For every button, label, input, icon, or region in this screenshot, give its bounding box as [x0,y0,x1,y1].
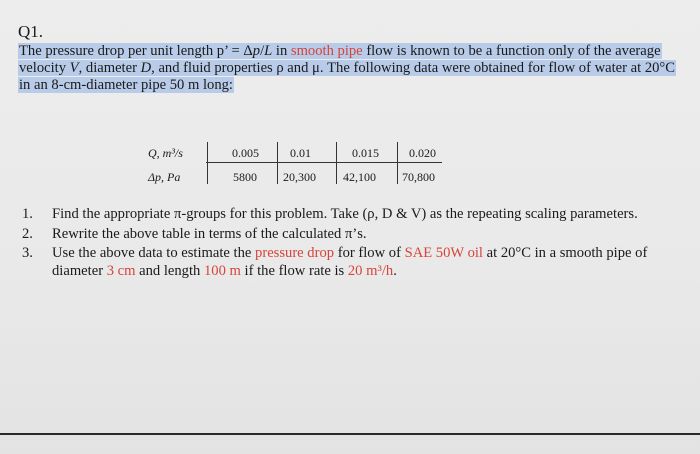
text-run: in [272,43,291,59]
text-run: , and fluid properties ρ and μ. The following data were obtained for flow of water at 20°C [151,60,676,76]
emphasis-flow-rate: 20 m³/h [347,262,394,279]
emphasis-pressure-drop: pressure drop [255,245,335,261]
symbol-D: D [140,60,152,76]
emphasis-diameter: 3 cm [106,262,136,279]
highlighted-line-3: in an 8-cm-diameter pipe 50 m long: [19,77,233,93]
emphasis-oil-type: SAE 50W oil [404,245,483,261]
task-list [22,206,682,280]
table-horizontal-rule [206,162,442,163]
text-run: for flow of [334,245,405,261]
text-run: flow is known to be a function only of the average [362,43,661,59]
highlighted-line-1 [18,43,662,59]
q-value: 0.015 [352,146,379,160]
text-run: The pressure drop per unit length p’ = Δ [19,43,253,59]
table-divider [277,142,278,184]
emphasis-length: 100 m [203,262,241,279]
highlighted-line-2 [18,60,676,76]
list-item-text: Rewrite the above table in terms of the calculated π’s. [52,225,367,242]
text-run: velocity [19,60,70,76]
dp-value: 70,800 [402,170,435,184]
list-item [22,206,682,224]
list-item [22,245,682,280]
row-label-flowrate: Q, m³/s [148,146,183,160]
symbol-L: L [264,43,273,59]
dp-value: 5800 [233,170,257,184]
text-run: / [260,43,265,59]
data-table [140,140,460,190]
text-run: at 20°C in a smooth pipe of [482,245,648,261]
text-run: if the flow rate is [240,262,348,279]
list-item [22,226,682,244]
q-value: 0.020 [409,146,436,160]
list-item-text: Find the appropriate π-groups for this problem. Take (ρ, D & V) as the repeating scaling parameters. [52,206,638,222]
list-item-number: 1. [22,206,33,222]
table-divider [336,142,337,184]
bottom-divider [0,433,700,435]
question-statement [18,43,678,94]
q-value: 0.01 [290,146,311,160]
emphasis-smooth-pipe: smooth pipe [290,43,363,59]
symbol-V: V [69,60,79,76]
list-item-number: 3. [22,245,33,261]
text-run: diameter [52,262,107,279]
text-run: and length [135,262,204,279]
symbol-p: p [252,43,261,59]
q-value: 0.005 [232,146,259,160]
text-run: . [393,262,397,279]
table-divider [207,142,208,184]
text-run: Use the above data to estimate the [52,245,256,261]
dp-value: 20,300 [283,170,316,184]
list-item-number: 2. [22,225,33,242]
table-divider [397,142,398,184]
question-number: Q1. [18,22,44,41]
row-label-pressure-drop: Δp, Pa [148,170,181,184]
text-run: , diameter [78,60,141,76]
dp-value: 42,100 [343,170,376,184]
